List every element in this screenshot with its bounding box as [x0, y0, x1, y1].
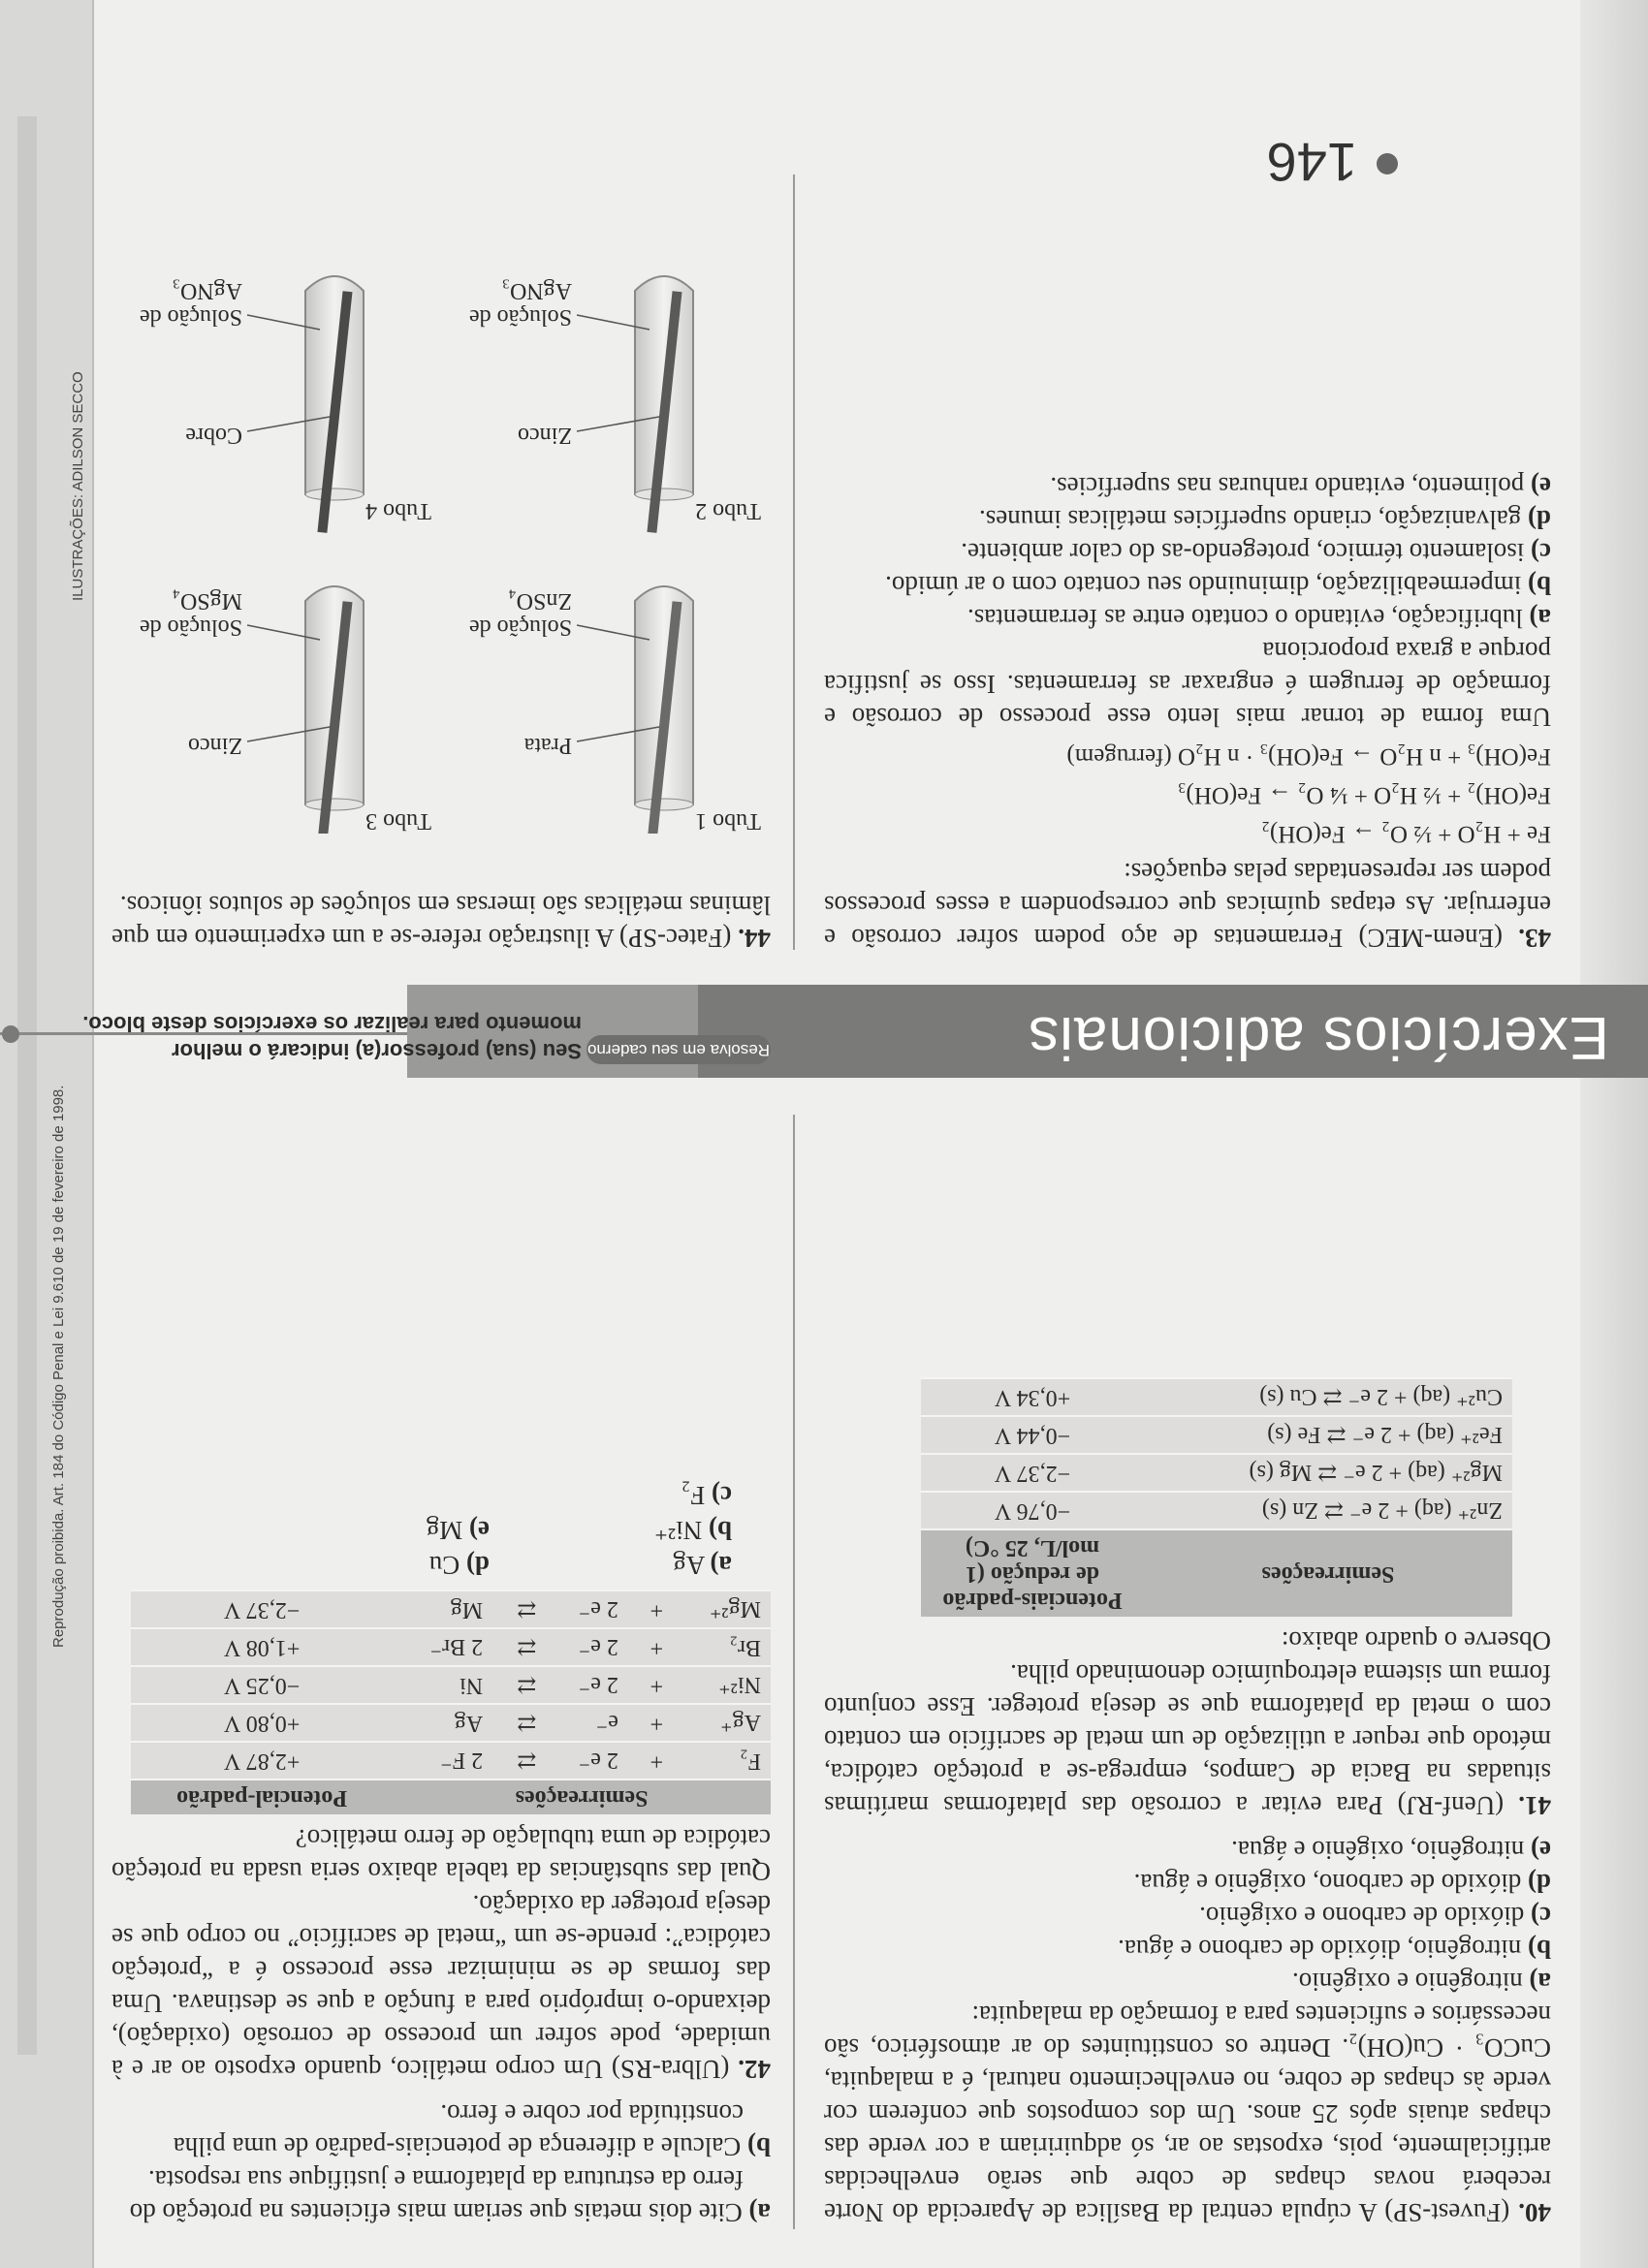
q44-text: (Fatec-SP) A ilustração refere-se a um experimento em que lâminas metálicas são imersas em soluções de solutos iônicos. [111, 891, 771, 953]
tube-figure [92, 174, 771, 834]
q40-text: (Fuvest-SP) A cúpula central da Basílica de Aparecida do Norte receberá novas chapas de cobre que serão envelhecidas artificialmente, pois, expostas ao ar, só adquiririam a cor verde das chapas atuais após 25 anos. Um dos compostos que conferem cor verde às chapas de cobre, no envelhecimento natural, é a malaquita, CuCO₃ · Cu(OH)₂. Dentre os constituintes do ar atmosférico, são necessários e suficientes para a formação da malaquita: [824, 2000, 1551, 2227]
table-row [921, 1378, 1512, 1416]
table-cell: −0,25 V [131, 1666, 393, 1704]
table-cell: + [628, 1666, 673, 1704]
table-cell: + [628, 1628, 673, 1666]
q42-option-d [247, 1549, 490, 1582]
tube-2-title: Tubo 2 [695, 498, 761, 523]
table-cell: F₂ [673, 1742, 771, 1780]
table-cell: Zn²⁺ (aq) + 2 e⁻ ⇄ Zn (s) [1144, 1492, 1512, 1529]
tube-4-metal: Cobre [185, 423, 242, 448]
table-row [131, 1628, 771, 1666]
q44-paragraph [111, 889, 771, 955]
option-text: nitrogênio, oxigênio e água. [1231, 1836, 1525, 1865]
q43-text2: Uma forma de tornar mais lento esse processo de corrosão e formação de ferrugem é engraxar as ferramentas. Isso se justifica porque a graxa proporciona [824, 637, 1551, 732]
table-cell: Ni²⁺ [673, 1666, 771, 1704]
option-letter: c) [1531, 538, 1551, 567]
q42-text2: Qual das substâncias da tabela abaixo seria usada na proteção catódica de uma tubulação de ferro metálico? [111, 1824, 771, 1886]
table-cell: Mg²⁺ (aq) + 2 e⁻ ⇄ Mg (s) [1144, 1454, 1512, 1492]
q42-text: (Ulbra-RS) Um corpo metálico, quando exposto ao ar e à umidade, pode sofrer um processo de corrosão (oxidação), deixando-o impróprio para a função a que se destinava. Uma das formas de se minimizar esse processo é a “proteção catódica”: prende-se um “metal de sacrifício” no corpo que se deseja proteger da oxidação. [111, 1890, 771, 2084]
option-text: nitrogênio, dióxido de carbono e água. [1118, 1935, 1522, 1964]
table-cell: ⇄ [492, 1742, 546, 1780]
table-cell: ⇄ [492, 1704, 546, 1742]
q40-option-b [824, 1933, 1551, 1966]
option-text: nitrogênio e oxigênio. [1292, 1968, 1523, 1997]
table-cell: +2,87 V [131, 1742, 393, 1780]
table-cell: ⇄ [492, 1591, 546, 1628]
option-text: isolamento térmico, protegendo-as do calor ambiente. [961, 538, 1525, 567]
banner-dot [2, 1025, 19, 1043]
tube-2-metal: Zinco [518, 423, 572, 448]
option-letter: d) [1527, 505, 1551, 534]
q43-equation-3: Fe(OH)₃ + n H₂O → Fe(OH)₃ · n H₂O (ferrugem) [1066, 743, 1551, 770]
option-text: Ag [673, 1551, 706, 1580]
option-text: galvanização, criando superfícies metálicas imunes. [978, 505, 1522, 534]
q41-sub-a [111, 2163, 771, 2229]
option-letter: c) [1531, 1902, 1551, 1931]
q41-number: 41. [1518, 1791, 1551, 1820]
q42-option-e [247, 1514, 490, 1547]
q42-table [131, 1590, 771, 1814]
tube-3-title: Tubo 3 [365, 808, 431, 834]
table-cell: Cu²⁺ (aq) + 2 e⁻ ⇄ Cu (s) [1144, 1378, 1512, 1416]
table-cell: ⇄ [492, 1666, 546, 1704]
q43-text: (Enem-MEC) Ferramentas de aço podem sofrer corrosão e enferrujar. As etapas químicas que correspondem a esses processos podem ser representadas pelas equações: [824, 858, 1551, 953]
table-cell: +0,80 V [131, 1704, 393, 1742]
illustration-credit: ILUSTRAÇÕES: ADILSON SECCO [70, 371, 86, 601]
tube-3-metal: Zinco [188, 733, 242, 758]
table-cell: −0,76 V [921, 1492, 1144, 1529]
table-cell: 2 e⁻ [546, 1742, 628, 1780]
table-cell: 2 Br⁻ [393, 1628, 492, 1666]
page-number-dot [1377, 153, 1398, 174]
table-cell: −2,37 V [921, 1454, 1144, 1492]
table-cell: Fe²⁺ (aq) + 2 e⁻ ⇄ Fe (s) [1144, 1416, 1512, 1454]
q43-paragraph [824, 856, 1551, 955]
table-cell: e⁻ [546, 1704, 628, 1742]
reproduction-note: Reprodução proibida. Art. 184 do Código Penal e Lei 9.610 de 19 de fevereiro de 1998. [50, 1085, 67, 1648]
table-row [921, 1416, 1512, 1454]
banner-title-bar [698, 985, 1648, 1078]
q40-q41-column [824, 1377, 1551, 2229]
tube-1-metal: Prata [523, 733, 572, 758]
tube-1 [635, 586, 693, 834]
table-header-row [921, 1529, 1512, 1617]
table-row [921, 1454, 1512, 1492]
tube-3 [305, 586, 364, 834]
q40-option-e [824, 1834, 1551, 1867]
table-cell: + [628, 1591, 673, 1628]
option-letter: b) [1527, 571, 1551, 600]
table-header: Semirreações [1144, 1529, 1512, 1617]
q41-table [921, 1377, 1512, 1617]
option-letter: a) [1529, 1968, 1551, 1997]
option-text: F₂ [681, 1481, 706, 1510]
table-cell: Mg²⁺ [673, 1591, 771, 1628]
table-row [131, 1704, 771, 1742]
table-row [131, 1591, 771, 1628]
table-cell: + [628, 1742, 673, 1780]
table-cell: −2,37 V [131, 1591, 393, 1628]
column-divider-upper [793, 174, 795, 950]
q43-option-d [824, 503, 1551, 536]
option-text: Cite dois metais que seriam mais eficientes na proteção do ferro da estrutura da plataforma e justifique sua resposta. [129, 2165, 744, 2227]
q43-equation-2: Fe(OH)₂ + ½ H₂O + ¼ O₂ → Fe(OH)₃ [1177, 782, 1551, 808]
q42-number: 42. [738, 2055, 771, 2084]
q43-option-e [824, 470, 1551, 503]
table-cell: ⇄ [492, 1628, 546, 1666]
table-cell: + [628, 1704, 673, 1742]
table-cell: Ag⁺ [673, 1704, 771, 1742]
q42-paragraph [111, 1888, 771, 2086]
q42-option-b [490, 1514, 732, 1547]
table-cell: 2 e⁻ [546, 1666, 628, 1704]
option-letter: b) [1527, 1935, 1551, 1964]
option-letter: b) [746, 2132, 771, 2161]
tube-1-title: Tubo 1 [695, 808, 761, 834]
q42-option-c [490, 1479, 732, 1512]
option-text: lubrificação, evitando o contato entre as ferramentas. [967, 604, 1523, 633]
table-cell: +1,08 V [131, 1628, 393, 1666]
q41-paragraph [824, 1657, 1551, 1822]
page-number: 146 [1266, 132, 1357, 193]
table-cell: Ni [393, 1666, 492, 1704]
table-header: Potencial-padrão [131, 1780, 393, 1814]
q40-number: 40. [1518, 2198, 1551, 2227]
table-cell: 2 e⁻ [546, 1628, 628, 1666]
q41-text2: Observe o quadro abaixo: [1281, 1626, 1551, 1655]
option-text: dióxido de carbono, oxigênio e água. [1133, 1869, 1522, 1898]
option-letter: b) [708, 1516, 732, 1545]
table-cell: +0,34 V [921, 1378, 1144, 1416]
tube-4-title: Tubo 4 [365, 498, 431, 523]
option-text: dióxido de carbono e oxigênio. [1199, 1902, 1525, 1931]
table-header: Semirreações [393, 1780, 771, 1814]
table-row [131, 1742, 771, 1780]
section-banner [0, 985, 1648, 1078]
banner-note: Seu (sua) professor(a) indicará o melhor momento para realizar os exercícios deste bloco. [82, 1012, 582, 1063]
option-letter: e) [1531, 1836, 1551, 1865]
section-title: Exercícios adicionais [1028, 1004, 1609, 1071]
table-cell: Ag [393, 1704, 492, 1742]
tube-1-solution: Solução de ZnSO₄ [469, 588, 572, 640]
q43-number: 43. [1518, 924, 1551, 953]
option-letter: d) [465, 1551, 490, 1580]
q42-options [247, 1479, 732, 1582]
option-text: Ni²⁺ [653, 1516, 703, 1545]
q42-option-a [490, 1549, 732, 1582]
q43-option-c [824, 536, 1551, 569]
q43-block [824, 470, 1551, 955]
q43-option-a [824, 602, 1551, 635]
option-letter: e) [1531, 472, 1551, 501]
option-text: Mg [426, 1516, 463, 1545]
q43-option-b [824, 569, 1551, 602]
option-letter: c) [712, 1481, 732, 1510]
tube-2-solution: Solução de AgNO₃ [469, 278, 572, 330]
option-letter: a) [710, 1551, 732, 1580]
tube-2 [635, 276, 693, 533]
option-letter: d) [1527, 1869, 1551, 1898]
table-header-row [131, 1780, 771, 1814]
option-letter: a) [748, 2198, 771, 2227]
option-text: impermeabilização, diminuindo seu contato com o ar úmido. [885, 571, 1522, 600]
option-text: polimento, evitando ranhuras nas superfícies. [1050, 472, 1525, 501]
q43-equation-1: Fe + H₂O + ½ O₂ → Fe(OH)₂ [1261, 821, 1551, 847]
q41-sub-b [111, 2097, 771, 2163]
table-cell: Br₂ [673, 1628, 771, 1666]
table-cell: 2 F⁻ [393, 1742, 492, 1780]
option-letter: e) [469, 1516, 490, 1545]
table-header: Potenciais-padrão de redução (1 mol/L, 25 °C) [921, 1529, 1144, 1617]
table-cell: −0,44 V [921, 1416, 1144, 1454]
q44-block [111, 889, 771, 955]
tube-4-solution: Solução de AgNO₃ [140, 278, 242, 330]
q41-q42-column [111, 1479, 771, 2229]
table-row [921, 1492, 1512, 1529]
table-cell: Mg [393, 1591, 492, 1628]
tube-3-solution: Solução de MgSO₄ [140, 588, 242, 640]
option-text: Calcule a diferença de potenciais-padrão de uma pilha constituída por cobre e ferro. [173, 2099, 744, 2161]
q40-option-a [824, 1966, 1551, 1999]
table-row [131, 1666, 771, 1704]
resolve-badge: Resolva em seu caderno [586, 1035, 771, 1064]
tube-4 [305, 276, 364, 533]
option-letter: a) [1529, 604, 1551, 633]
q40-paragraph [824, 1999, 1551, 2229]
q40-option-d [824, 1867, 1551, 1900]
table-cell: 2 e⁻ [546, 1591, 628, 1628]
option-text: Cu [428, 1551, 460, 1580]
q44-number: 44. [738, 924, 771, 953]
q41-text: (Uenf-RJ) Para evitar a corrosão das plataformas marítimas situadas na Bacia de Campos, emprega-se a proteção catódica, método que requer a utilização de um metal de sacrifício em contato com o metal da plataforma que se deseja proteger. Esse conjunto forma um sistema eletroquímico denominado pilha. [824, 1659, 1551, 1820]
column-divider-lower [793, 1115, 795, 2229]
q40-option-c [824, 1900, 1551, 1933]
